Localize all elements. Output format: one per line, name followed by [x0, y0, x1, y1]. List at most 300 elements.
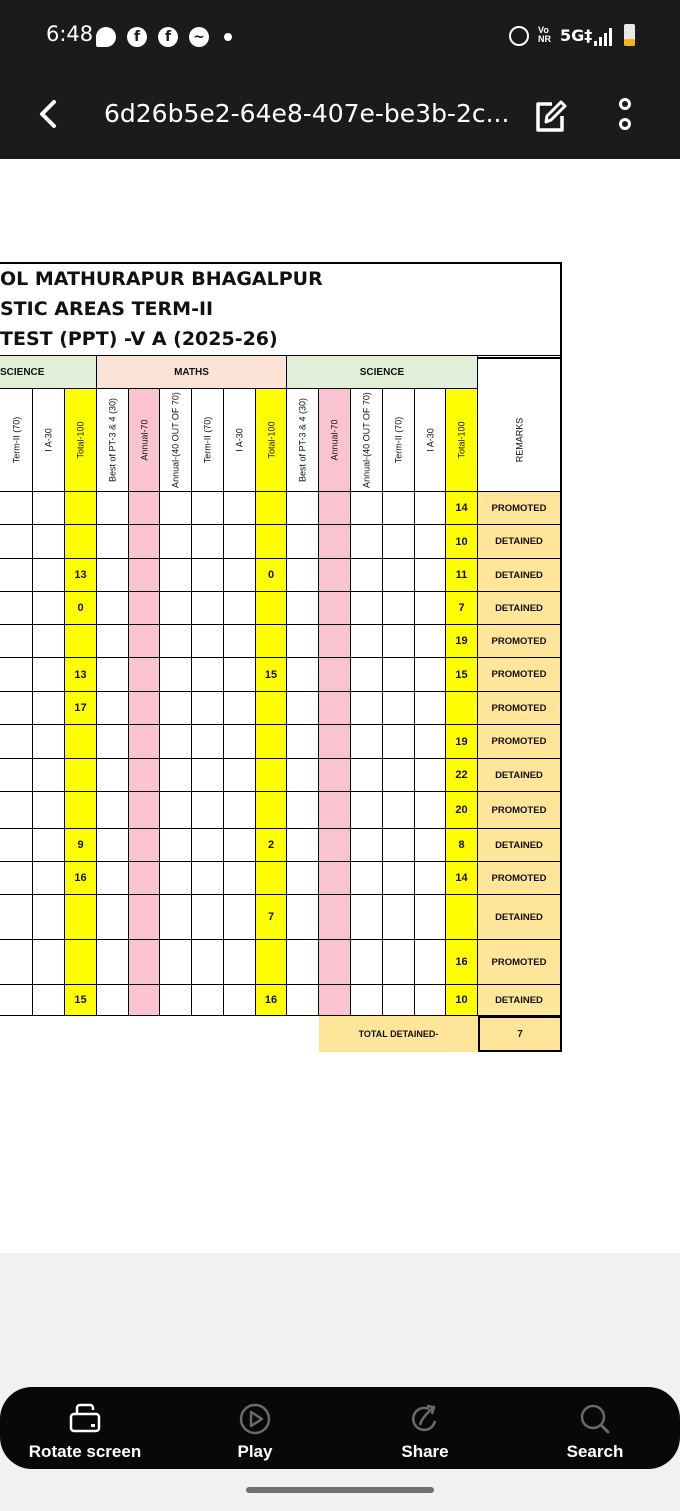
- edit-icon[interactable]: [532, 96, 568, 136]
- table-cell: [287, 940, 319, 985]
- table-cell: [224, 725, 256, 759]
- table-cell: [0, 829, 33, 862]
- table-cell: [224, 492, 256, 525]
- table-cell: [160, 658, 192, 692]
- table-cell: [287, 829, 319, 862]
- science-2-total-cell: 7: [446, 592, 478, 625]
- table-cell: [33, 625, 65, 658]
- table-cell: [97, 658, 129, 692]
- column-header-label: I A-30: [43, 428, 54, 452]
- column-header-label: Best of PT-3 & 4 (30): [107, 397, 118, 483]
- table-cell: [224, 940, 256, 985]
- search-button[interactable]: [510, 1387, 680, 1469]
- table-cell: [287, 658, 319, 692]
- table-cell: [160, 759, 192, 792]
- table-cell: [33, 492, 65, 525]
- science-total-cell: [65, 625, 97, 658]
- play-icon: [237, 1401, 273, 1437]
- table-cell: [319, 625, 351, 658]
- science-total-cell: [65, 725, 97, 759]
- table-cell: [224, 559, 256, 592]
- remarks-cell: DETAINED: [478, 592, 562, 625]
- table-cell: [319, 725, 351, 759]
- table-cell: [319, 692, 351, 725]
- science-2-total-cell: [446, 895, 478, 940]
- column-header-2: [65, 389, 97, 492]
- clock: 6:48: [46, 22, 94, 46]
- table-cell: [0, 862, 33, 895]
- table-cell: [192, 829, 224, 862]
- table-cell: [383, 895, 415, 940]
- share-button[interactable]: [340, 1387, 510, 1469]
- table-cell: [319, 592, 351, 625]
- remarks-cell: DETAINED: [478, 829, 562, 862]
- table-cell: [129, 559, 160, 592]
- table-cell: [0, 985, 33, 1016]
- table-cell: [224, 759, 256, 792]
- maths-total-cell: [256, 492, 287, 525]
- chat-bubble-icon: [96, 27, 116, 47]
- rotate-screen-label: Rotate screen: [28, 1442, 142, 1461]
- science-2-total-cell: 10: [446, 985, 478, 1016]
- play-button[interactable]: [170, 1387, 340, 1469]
- table-cell: [97, 492, 129, 525]
- search-label: Search: [566, 1442, 624, 1461]
- table-cell: [33, 725, 65, 759]
- table-cell: [0, 525, 33, 559]
- maths-total-cell: [256, 692, 287, 725]
- table-cell: [33, 592, 65, 625]
- table-cell: [33, 862, 65, 895]
- table-cell: [0, 692, 33, 725]
- science-total-cell: [65, 940, 97, 985]
- table-cell: [351, 492, 383, 525]
- table-cell: [319, 658, 351, 692]
- table-cell: [224, 692, 256, 725]
- status-bar: [0, 0, 680, 72]
- play-label: Play: [237, 1442, 273, 1461]
- table-cell: [33, 658, 65, 692]
- column-header-label: Total-100: [75, 421, 86, 459]
- science-2-total-cell: 10: [446, 525, 478, 559]
- table-cell: [97, 940, 129, 985]
- column-header-5: [160, 389, 192, 492]
- table-cell: [287, 692, 319, 725]
- table-cell: [97, 759, 129, 792]
- table-cell: [415, 862, 446, 895]
- table-cell: [383, 940, 415, 985]
- sheet-title-line-1: OL MATHURAPUR BHAGALPUR: [0, 268, 323, 290]
- table-cell: [33, 559, 65, 592]
- remarks-cell: PROMOTED: [478, 625, 562, 658]
- science-total-cell: 0: [65, 592, 97, 625]
- share-icon: [407, 1401, 443, 1437]
- column-header-3: [97, 389, 129, 492]
- maths-total-cell: 7: [256, 895, 287, 940]
- home-indicator[interactable]: [246, 1487, 434, 1493]
- table-cell: [192, 985, 224, 1016]
- table-cell: [351, 525, 383, 559]
- messenger-icon: ~: [189, 27, 209, 47]
- table-cell: [192, 792, 224, 829]
- science-2-total-cell: [446, 692, 478, 725]
- science-2-total-cell: 14: [446, 862, 478, 895]
- table-cell: [383, 658, 415, 692]
- column-header-14: [446, 389, 478, 492]
- column-header-10: [319, 389, 351, 492]
- app-bar: [0, 72, 680, 159]
- table-cell: [383, 985, 415, 1016]
- table-cell: [351, 792, 383, 829]
- table-cell: [351, 940, 383, 985]
- table-cell: [97, 625, 129, 658]
- table-cell: [351, 895, 383, 940]
- table-cell: [415, 759, 446, 792]
- table-cell: [97, 559, 129, 592]
- table-cell: [129, 792, 160, 829]
- table-cell: [319, 759, 351, 792]
- column-header-11: [351, 389, 383, 492]
- table-cell: [192, 940, 224, 985]
- remarks-cell: PROMOTED: [478, 940, 562, 985]
- table-cell: [129, 829, 160, 862]
- sheet-title-line-2: STIC AREAS TERM-II: [0, 298, 214, 320]
- maths-total-cell: [256, 592, 287, 625]
- column-header-label: I A-30: [234, 428, 245, 452]
- table-cell: [351, 759, 383, 792]
- table-cell: [415, 985, 446, 1016]
- maths-total-cell: [256, 862, 287, 895]
- remarks-cell: DETAINED: [478, 525, 562, 559]
- table-cell: [33, 985, 65, 1016]
- facebook-icon: f: [158, 27, 178, 47]
- alarm-icon: [509, 26, 529, 46]
- table-cell: [319, 985, 351, 1016]
- table-cell: [0, 625, 33, 658]
- table-cell: [0, 559, 33, 592]
- table-cell: [287, 592, 319, 625]
- maths-total-cell: [256, 625, 287, 658]
- table-cell: [415, 658, 446, 692]
- signal-icon: [594, 28, 614, 46]
- column-header-15: [478, 389, 562, 492]
- table-cell: [383, 829, 415, 862]
- table-cell: [383, 525, 415, 559]
- table-cell: [129, 592, 160, 625]
- table-cell: [97, 829, 129, 862]
- table-cell: [383, 792, 415, 829]
- column-header-label: Annual-70: [329, 419, 340, 461]
- science-total-cell: 15: [65, 985, 97, 1016]
- science-total-cell: 9: [65, 829, 97, 862]
- table-cell: [224, 862, 256, 895]
- science-total-cell: 13: [65, 658, 97, 692]
- table-cell: [351, 692, 383, 725]
- share-label: Share: [401, 1442, 449, 1461]
- bottom-toolbar: [0, 1387, 680, 1469]
- volte-indicator: Vo NR: [538, 25, 551, 44]
- column-header-label: REMARKS: [514, 417, 524, 463]
- column-header-label: Term-II (70): [11, 416, 21, 464]
- table-cell: [0, 725, 33, 759]
- table-cell: [287, 559, 319, 592]
- table-cell: [160, 559, 192, 592]
- table-cell: [351, 725, 383, 759]
- table-cell: [383, 692, 415, 725]
- science-2-total-cell: 19: [446, 625, 478, 658]
- table-cell: [383, 592, 415, 625]
- table-cell: [97, 985, 129, 1016]
- sheet-title-line-3: TEST (PPT) -V A (2025-26): [0, 328, 278, 350]
- table-cell: [33, 895, 65, 940]
- table-cell: [415, 792, 446, 829]
- table-cell: [351, 592, 383, 625]
- science-total-cell: [65, 792, 97, 829]
- science-2-total-cell: 20: [446, 792, 478, 829]
- table-cell: [224, 829, 256, 862]
- column-header-label: Annual-70: [139, 419, 149, 461]
- remarks-cell: DETAINED: [478, 985, 562, 1016]
- table-cell: [383, 759, 415, 792]
- group-header-0: SCIENCE: [0, 355, 97, 389]
- table-cell: [415, 692, 446, 725]
- column-header-label: Best of PT-3 & 4 (30): [297, 397, 308, 483]
- table-cell: [160, 792, 192, 829]
- table-cell: [129, 625, 160, 658]
- table-cell: [33, 759, 65, 792]
- column-header-label: Annual-(40 OUT OF 70): [170, 392, 181, 488]
- science-2-total-cell: 16: [446, 940, 478, 985]
- table-cell: [319, 525, 351, 559]
- maths-total-cell: [256, 525, 287, 559]
- table-cell: [97, 525, 129, 559]
- table-cell: [97, 792, 129, 829]
- table-cell: [192, 658, 224, 692]
- table-cell: [160, 940, 192, 985]
- science-total-cell: [65, 759, 97, 792]
- table-cell: [0, 658, 33, 692]
- science-2-total-cell: 14: [446, 492, 478, 525]
- remarks-cell: PROMOTED: [478, 692, 562, 725]
- maths-total-cell: 0: [256, 559, 287, 592]
- table-cell: [160, 492, 192, 525]
- table-cell: [319, 862, 351, 895]
- column-header-label: Total-100: [266, 421, 276, 459]
- table-cell: [224, 985, 256, 1016]
- table-cell: [129, 658, 160, 692]
- table-cell: [160, 862, 192, 895]
- remarks-cell: DETAINED: [478, 895, 562, 940]
- document-title: 6d26b5e2-64e8-407e-be3b-2c...: [104, 99, 510, 128]
- science-total-cell: 16: [65, 862, 97, 895]
- table-cell: [97, 895, 129, 940]
- table-cell: [415, 492, 446, 525]
- table-cell: [287, 985, 319, 1016]
- column-header-13: [415, 389, 446, 492]
- table-cell: [351, 625, 383, 658]
- table-cell: [0, 792, 33, 829]
- table-cell: [224, 592, 256, 625]
- table-cell: [319, 940, 351, 985]
- table-cell: [129, 692, 160, 725]
- table-cell: [224, 895, 256, 940]
- viewer-background: [0, 1253, 680, 1511]
- column-header-9: [287, 389, 319, 492]
- table-cell: [0, 895, 33, 940]
- table-cell: [224, 625, 256, 658]
- table-cell: [160, 525, 192, 559]
- table-cell: [287, 725, 319, 759]
- science-2-total-cell: 15: [446, 658, 478, 692]
- table-cell: [383, 625, 415, 658]
- table-cell: [383, 725, 415, 759]
- table-cell: [0, 592, 33, 625]
- table-cell: [160, 625, 192, 658]
- total-detained-value: 7: [478, 1016, 562, 1052]
- remarks-cell: PROMOTED: [478, 725, 562, 759]
- table-cell: [415, 895, 446, 940]
- table-cell: [383, 559, 415, 592]
- table-cell: [160, 895, 192, 940]
- column-header-1: [33, 389, 65, 492]
- table-cell: [383, 862, 415, 895]
- table-cell: [129, 759, 160, 792]
- table-cell: [224, 658, 256, 692]
- remarks-cell: PROMOTED: [478, 492, 562, 525]
- column-header-label: Term-II (70): [393, 416, 404, 464]
- table-cell: [224, 792, 256, 829]
- table-cell: [33, 940, 65, 985]
- back-arrow-icon[interactable]: [30, 92, 70, 136]
- table-cell: [351, 559, 383, 592]
- column-header-0: [0, 389, 33, 492]
- table-cell: [129, 492, 160, 525]
- table-cell: [287, 895, 319, 940]
- group-header-2: SCIENCE: [287, 355, 478, 389]
- table-cell: [415, 559, 446, 592]
- column-header-label: Term-II (70): [202, 416, 213, 464]
- table-cell: [351, 829, 383, 862]
- table-cell: [0, 492, 33, 525]
- table-cell: [192, 592, 224, 625]
- maths-total-cell: [256, 792, 287, 829]
- more-notifications-dot: [224, 33, 232, 41]
- rotate-screen-icon: [67, 1401, 103, 1437]
- column-header-12: [383, 389, 415, 492]
- maths-total-cell: [256, 940, 287, 985]
- column-header-6: [192, 389, 224, 492]
- maths-total-cell: 15: [256, 658, 287, 692]
- remarks-cell: PROMOTED: [478, 862, 562, 895]
- table-cell: [383, 492, 415, 525]
- table-cell: [0, 759, 33, 792]
- group-header-1: MATHS: [97, 355, 287, 389]
- table-cell: [319, 492, 351, 525]
- battery-icon: [624, 24, 635, 46]
- table-cell: [160, 592, 192, 625]
- table-cell: [192, 862, 224, 895]
- table-cell: [129, 725, 160, 759]
- table-cell: [192, 692, 224, 725]
- table-cell: [351, 985, 383, 1016]
- science-2-total-cell: 22: [446, 759, 478, 792]
- table-cell: [97, 725, 129, 759]
- science-total-cell: 17: [65, 692, 97, 725]
- table-cell: [319, 792, 351, 829]
- maths-total-cell: [256, 759, 287, 792]
- table-cell: [415, 940, 446, 985]
- science-2-total-cell: 8: [446, 829, 478, 862]
- science-total-cell: [65, 492, 97, 525]
- science-total-cell: [65, 895, 97, 940]
- table-cell: [192, 559, 224, 592]
- table-cell: [415, 525, 446, 559]
- table-cell: [224, 525, 256, 559]
- table-cell: [319, 895, 351, 940]
- table-cell: [192, 525, 224, 559]
- table-cell: [415, 625, 446, 658]
- table-cell: [287, 525, 319, 559]
- table-cell: [415, 725, 446, 759]
- table-cell: [319, 559, 351, 592]
- table-cell: [192, 759, 224, 792]
- table-cell: [160, 985, 192, 1016]
- network-type: 5G‡: [560, 26, 593, 45]
- remarks-cell: DETAINED: [478, 559, 562, 592]
- table-cell: [33, 525, 65, 559]
- table-cell: [415, 829, 446, 862]
- maths-total-cell: 2: [256, 829, 287, 862]
- science-total-cell: 13: [65, 559, 97, 592]
- table-cell: [129, 862, 160, 895]
- maths-total-cell: 16: [256, 985, 287, 1016]
- table-cell: [97, 862, 129, 895]
- table-cell: [97, 592, 129, 625]
- column-header-4: [129, 389, 160, 492]
- table-cell: [287, 492, 319, 525]
- science-2-total-cell: 19: [446, 725, 478, 759]
- table-cell: [160, 725, 192, 759]
- rotate-screen-button[interactable]: [0, 1387, 170, 1469]
- table-cell: [287, 862, 319, 895]
- table-cell: [192, 625, 224, 658]
- column-header-8: [256, 389, 287, 492]
- table-cell: [287, 759, 319, 792]
- table-cell: [160, 692, 192, 725]
- remarks-cell: PROMOTED: [478, 792, 562, 829]
- science-total-cell: [65, 525, 97, 559]
- table-cell: [319, 829, 351, 862]
- facebook-icon: f: [127, 27, 147, 47]
- table-cell: [351, 862, 383, 895]
- table-cell: [192, 725, 224, 759]
- document-viewer[interactable]: [0, 159, 680, 1253]
- table-cell: [287, 792, 319, 829]
- column-header-label: I A-30: [425, 428, 435, 452]
- remarks-group-cell: [478, 355, 562, 389]
- table-cell: [192, 492, 224, 525]
- table-cell: [129, 525, 160, 559]
- more-options-icon[interactable]: [612, 96, 638, 136]
- table-cell: [160, 829, 192, 862]
- table-cell: [192, 895, 224, 940]
- search-icon: [577, 1401, 613, 1437]
- table-cell: [351, 658, 383, 692]
- table-cell: [129, 895, 160, 940]
- result-sheet: [0, 262, 562, 1052]
- column-header-7: [224, 389, 256, 492]
- table-cell: [129, 985, 160, 1016]
